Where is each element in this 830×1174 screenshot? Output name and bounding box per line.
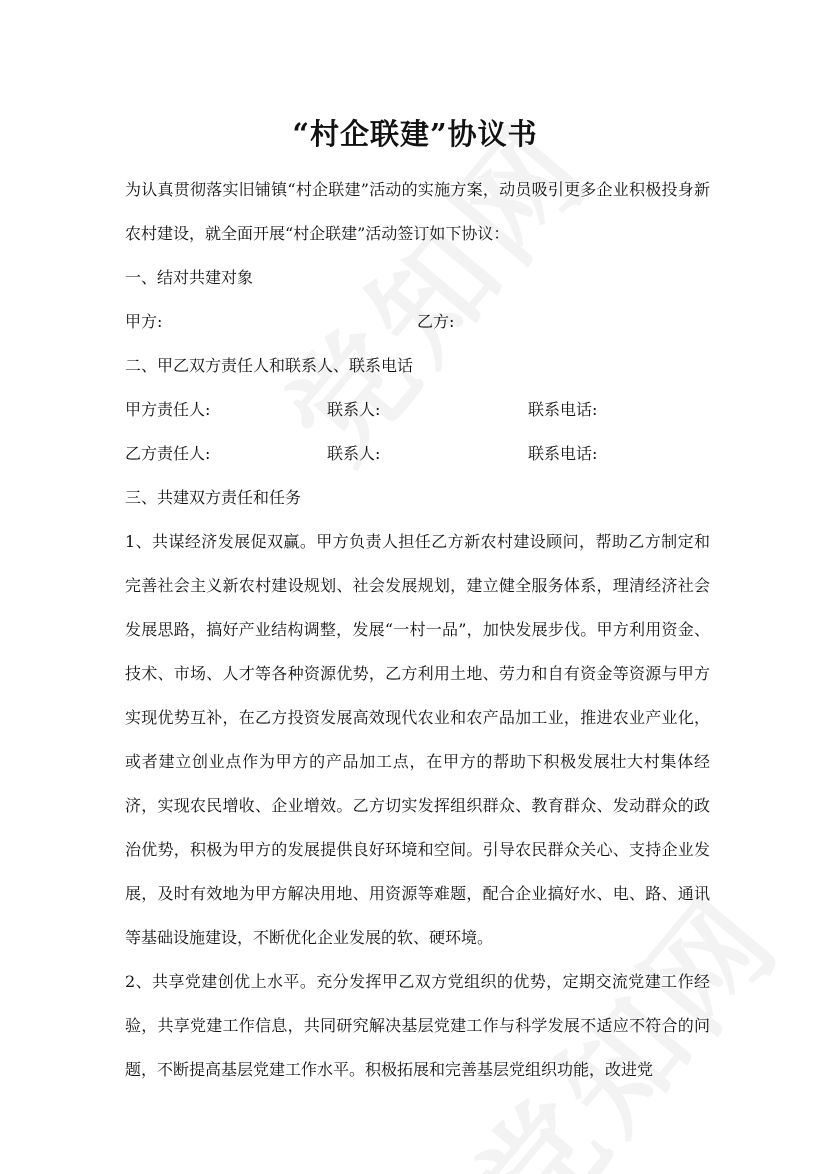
party-a-phone-label: 联系电话: — [528, 400, 598, 419]
party-a-responsible-label: 甲方责任人: — [125, 400, 211, 419]
party-a-contact-label: 联系人: — [327, 400, 381, 419]
party-b-label: 乙方: — [417, 312, 455, 331]
party-b-contacts-row — [125, 432, 710, 476]
section-3-heading: 三、共建双方责任和任务 — [125, 488, 302, 507]
parties-row — [125, 300, 710, 344]
party-b-phone-label: 联系电话: — [528, 444, 598, 463]
party-b-responsible-label: 乙方责任人: — [125, 444, 211, 463]
item-1-paragraph: 1、共谋经济发展促双赢。甲方负责人担任乙方新农村建设顾问，帮助乙方制定和完善社会主义新农村建设规划、社会发展规划，建立健全服务体系，理清经济社会发展思路，搞好产业结构调整，发展“一村一品”，加快发展步伐。甲方利用资金、技术、市场、人才等各种资源优势，乙方利用土地、劳力和自有资金等资源与甲方实现优势互补，在乙方投资发展高效现代农业和农产品加工业，推进农业产业化，或者建立创业点作为甲方的产品加工点，在甲方的帮助下积极发展壮大村集体经济，实现农民增收、企业增效。乙方切实发挥组织群众、教育群众、发动群众的政治优势，积极为甲方的发展提供良好环境和空间。引导农民群众关心、支持企业发展，及时有效地为甲方解决用地、用资源等难题，配合企业搞好水、电、路、通讯等基础设施建设，不断优化企业发展的软、硬环境。 — [125, 532, 710, 947]
document-title: “村企联建”协议书 — [292, 117, 538, 151]
document-body — [125, 168, 710, 1092]
party-a-contacts-row — [125, 388, 710, 432]
item-2-paragraph: 2、共享党建创优上水平。充分发挥甲乙双方党组织的优势，定期交流党建工作经验，共享党建工作信息，共同研究解决基层党建工作与科学发展不适应不符合的问题，不断提高基层党建工作水平。积极拓展和完善基层党组织功能，改进党 — [125, 972, 710, 1079]
party-a-label: 甲方: — [125, 312, 163, 331]
section-1-heading: 一、结对共建对象 — [125, 268, 254, 287]
section-2-heading: 二、甲乙双方责任人和联系人、联系电话 — [125, 356, 414, 375]
intro-paragraph: 为认真贯彻落实旧铺镇“村企联建”活动的实施方案，动员吸引更多企业积极投身新农村建设，就全面开展“村企联建”活动签订如下协议： — [125, 180, 710, 243]
party-b-contact-label: 联系人: — [327, 444, 381, 463]
